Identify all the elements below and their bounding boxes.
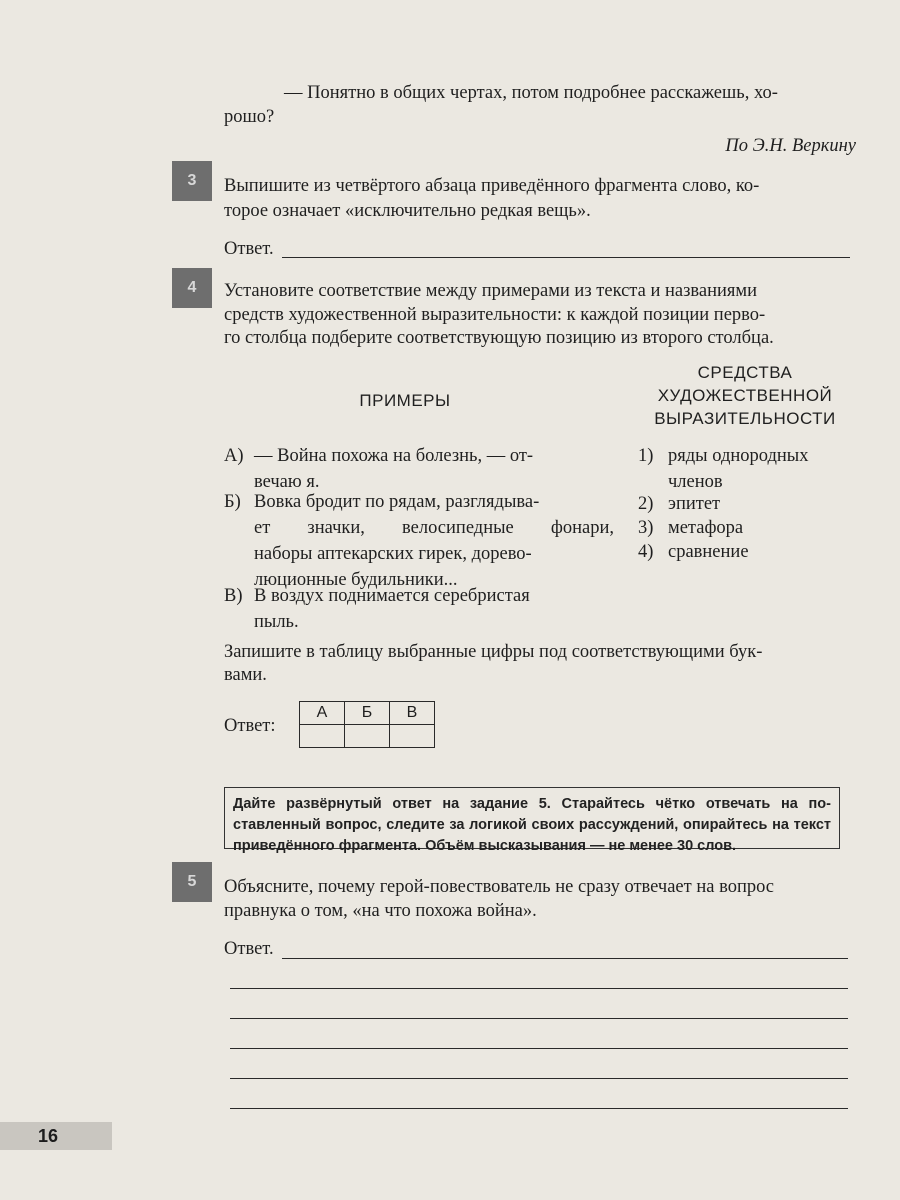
task-4-text-line-3: го столбца подберите соответствующую позицию из второго столбца.	[224, 328, 774, 348]
task-5-text-line-1: Объясните, почему герой-повествователь не сразу отвечает на вопрос	[224, 877, 775, 897]
task-5-number: 5	[172, 862, 212, 902]
answer-table-header-c: В	[390, 702, 435, 725]
task-5-answer-line-2[interactable]	[230, 988, 848, 989]
means-2-text: эпитет	[668, 494, 721, 514]
answer-cell-b[interactable]	[345, 725, 390, 748]
task-4-text-line-2: средств художественной выразительности: к каждой позиции перво-	[224, 305, 766, 325]
task-3-answer-line[interactable]	[282, 257, 850, 258]
example-b-label: Б)	[224, 492, 241, 512]
table-instruction-line-1: Запишите в таблицу выбранные цифры под соответствующими бук-	[224, 642, 763, 662]
table-instruction-line-2: вами.	[224, 665, 267, 685]
example-a-label: А)	[224, 446, 244, 466]
means-1-line-2: членов	[668, 472, 723, 492]
answer-cell-c[interactable]	[390, 725, 435, 748]
example-b	[224, 489, 614, 593]
intro-line-1: — Понятно в общих чертах, потом подробнее расскажешь, хо-	[284, 83, 778, 103]
task-4-answer-label: Ответ:	[224, 716, 276, 736]
means-heading-3: ВЫРАЗИТЕЛЬНОСТИ	[654, 409, 836, 428]
means-3-text: метафора	[668, 518, 744, 538]
means-4	[638, 539, 749, 565]
task-5-answer-line-1[interactable]	[282, 958, 848, 959]
task-4-number: 4	[172, 268, 212, 308]
example-a	[224, 443, 614, 495]
means-2-label: 2)	[638, 494, 654, 514]
intro-line-2: рошо?	[224, 107, 275, 127]
means-1-label: 1)	[638, 446, 654, 466]
answer-table	[299, 701, 435, 748]
task-3-number: 3	[172, 161, 212, 201]
task-5-answer-line-6[interactable]	[230, 1108, 848, 1109]
examples-heading: ПРИМЕРЫ	[359, 391, 451, 410]
means-3	[638, 515, 743, 541]
task-5-answer-line-5[interactable]	[230, 1078, 848, 1079]
example-c	[224, 583, 614, 635]
example-c-label: В)	[224, 586, 243, 606]
task-3-text-line-1: Выпишите из четвёртого абзаца приведённого фрагмента слово, ко-	[224, 176, 760, 196]
task-5-answer-line-4[interactable]	[230, 1048, 848, 1049]
means-heading-1: СРЕДСТВА	[697, 363, 793, 382]
example-b-line-2: ет значки, велосипедные фонари,	[254, 518, 614, 538]
example-c-line-1: В воздух поднимается серебристая	[254, 586, 530, 606]
means-4-text: сравнение	[668, 542, 749, 562]
task-5-answer-label: Ответ.	[224, 939, 274, 959]
means-1	[638, 443, 858, 495]
means-heading-2: ХУДОЖЕСТВЕННОЙ	[657, 386, 833, 405]
means-3-label: 3)	[638, 518, 654, 538]
source-attribution: По Э.Н. Веркину	[725, 136, 856, 156]
means-1-line-1: ряды однородных	[668, 446, 809, 466]
task-5-text-line-2: правнука о том, «на что похожа война».	[224, 901, 537, 921]
answer-cell-a[interactable]	[300, 725, 345, 748]
example-b-line-1: Вовка бродит по рядам, разглядыва-	[254, 492, 540, 512]
answer-table-header-a: А	[300, 702, 345, 725]
task-3-answer-label: Ответ.	[224, 239, 274, 259]
extended-answer-notice: Дайте развёрнутый ответ на задание 5. Старайтесь чётко отвечать на по-ставленный вопрос, следите за логикой своих рассуждений, опирайтесь на текст приведённого фрагмента. Объём высказывания — не менее 30 слов.	[224, 787, 840, 849]
example-a-line-2: вечаю я.	[254, 472, 320, 492]
task-5-answer-line-3[interactable]	[230, 1018, 848, 1019]
means-4-label: 4)	[638, 542, 654, 562]
example-c-line-2: пыль.	[254, 612, 299, 632]
example-a-line-1: — Война похожа на болезнь, — от-	[254, 446, 534, 466]
answer-table-header-b: Б	[345, 702, 390, 725]
page-number: 16	[0, 1122, 112, 1150]
task-4-text-line-1: Установите соответствие между примерами из текста и названиями	[224, 281, 758, 301]
example-b-line-4: люционные будильники...	[254, 570, 458, 590]
example-b-line-3: наборы аптекарских гирек, дорево-	[254, 544, 532, 564]
means-2	[638, 491, 720, 517]
task-3-text-line-2: торое означает «исключительно редкая вещь».	[224, 201, 591, 221]
